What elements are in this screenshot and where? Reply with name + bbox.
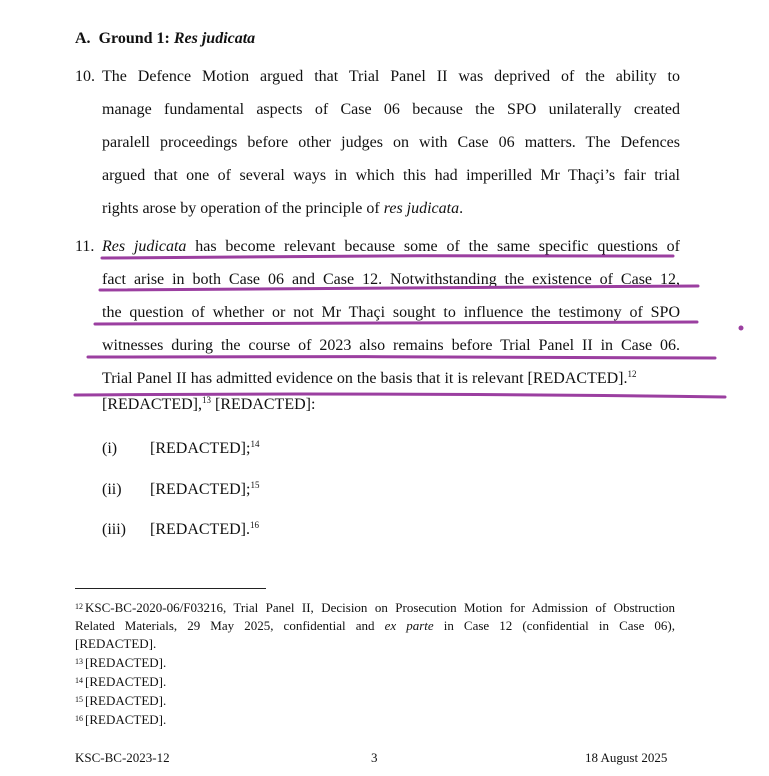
footnote-number: 13	[75, 657, 83, 666]
paragraph-line	[102, 362, 680, 395]
text-run: in Case 12 (confidential in Case 06),	[433, 618, 676, 633]
footnote-12	[75, 598, 675, 617]
sub-item-label: (i)	[102, 440, 118, 457]
text-run: [REDACTED];	[150, 481, 251, 498]
footnote-16	[75, 710, 675, 729]
paragraph-line: argued that one of several ways in which this had imperilled Mr Thaçi’s fair trial	[102, 167, 680, 184]
paragraph-line	[102, 396, 315, 414]
footnote-line	[75, 617, 675, 635]
footnote-13	[75, 653, 675, 672]
text-run: [REDACTED];	[150, 440, 251, 457]
sub-item-text	[150, 440, 259, 458]
footnotes	[75, 598, 675, 729]
sub-item-text	[150, 521, 259, 539]
paragraph-line: witnesses during the course of 2023 also remains before Trial Panel II in Case 06.	[102, 337, 680, 354]
footnote-number: 15	[75, 695, 83, 704]
sub-item-label: (iii)	[102, 521, 126, 538]
footnote-text: [REDACTED].	[85, 693, 167, 708]
text-run: [REDACTED],	[102, 396, 202, 413]
text-run: rights arose by operation of the principle of	[102, 200, 384, 217]
footnote-ref[interactable]: 15	[250, 480, 260, 490]
footnote-ref[interactable]: 16	[249, 520, 259, 530]
italic-term: res judicata	[383, 200, 460, 217]
ink-dot	[739, 326, 744, 331]
paragraph-line: The Defence Motion argued that Trial Panel II was deprived of the ability to	[102, 68, 680, 85]
sub-item-text	[150, 481, 259, 499]
section-title: Ground 1:	[98, 30, 174, 47]
italic-term: Res judicata	[102, 238, 187, 255]
paragraph-11	[75, 230, 680, 430]
footnote-text: [REDACTED].	[85, 674, 167, 689]
paragraph-line	[102, 230, 680, 263]
footnote-ref[interactable]: 12	[627, 369, 637, 379]
text-run: has become relevant because some of the same specific questions of	[186, 238, 680, 255]
footer-page-number: 3	[371, 750, 378, 765]
section-title-italic: Res judicata	[173, 30, 256, 47]
footnote-15	[75, 691, 675, 710]
sub-item	[102, 481, 402, 501]
text-run: [REDACTED].	[150, 521, 250, 538]
sub-item	[102, 521, 402, 541]
paragraph-number: 10.	[75, 68, 95, 85]
footer-case-number: KSC-BC-2023-12	[75, 750, 170, 765]
sub-item-label: (ii)	[102, 481, 122, 498]
footnote-ref[interactable]: 14	[250, 439, 260, 449]
footnote-separator	[75, 588, 266, 589]
footnote-14	[75, 672, 675, 691]
paragraph-line: manage fundamental aspects of Case 06 because the SPO unilaterally created	[102, 101, 680, 118]
text-run: Related Materials, 29 May 2025, confidential and	[75, 618, 385, 633]
paragraph-line: paralell proceedings before other judges on with Case 06 matters. The Defences	[102, 134, 680, 151]
section-letter: A.	[75, 30, 91, 47]
paragraph-line: the question of whether or not Mr Thaçi sought to influence the testimony of SPO	[102, 304, 680, 321]
footnote-ref[interactable]: 13	[201, 395, 211, 405]
footnote-line: [REDACTED].	[75, 636, 157, 651]
footnote-number: 14	[75, 676, 83, 685]
footnote-text: [REDACTED].	[85, 655, 167, 670]
footnote-text: [REDACTED].	[85, 712, 167, 727]
text-run: Trial Panel II has admitted evidence on the basis that it is relevant [REDACTED].	[102, 370, 628, 387]
paragraph-number: 11.	[75, 238, 95, 255]
footnote-number: 12	[75, 602, 83, 611]
text-run: [REDACTED]:	[210, 396, 316, 413]
text-run: .	[459, 200, 464, 217]
italic-term: ex parte	[384, 618, 434, 633]
paragraph-line: fact arise in both Case 06 and Case 12. Notwithstanding the existence of Case 12,	[102, 271, 680, 288]
section-heading	[75, 30, 255, 48]
paragraph-10	[75, 60, 680, 230]
footnote-number: 16	[75, 714, 83, 723]
sub-item	[102, 440, 402, 460]
footnote-text: KSC-BC-2020-06/F03216, Trial Panel II, Decision on Prosecution Motion for Admission of Obstruction	[85, 600, 675, 615]
footer-date: 18 August 2025	[585, 750, 668, 765]
paragraph-line	[102, 192, 680, 225]
